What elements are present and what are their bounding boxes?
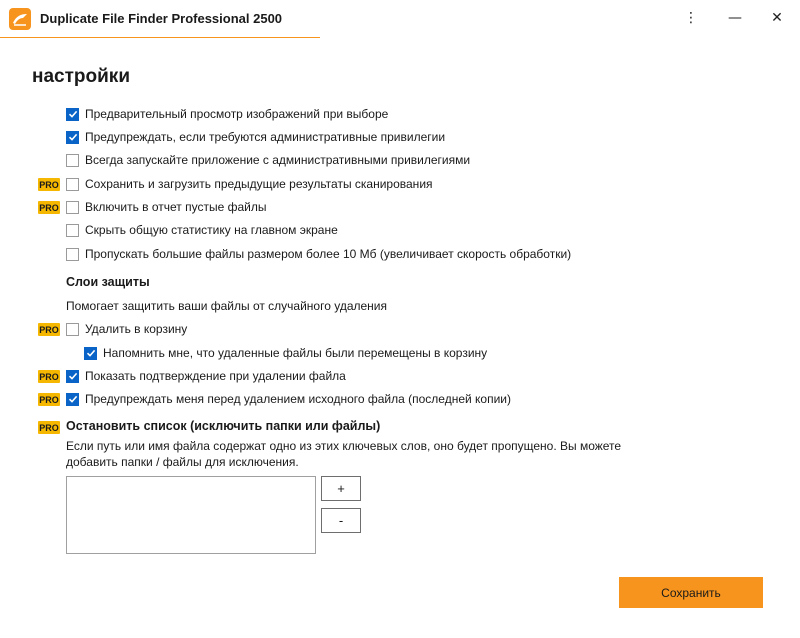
checkbox-checked[interactable] — [66, 131, 79, 144]
option-label: Удалить в корзину — [85, 322, 188, 336]
option-label: Пропускать большие файлы размером более 10 Мб (увеличивает скорость обработки) — [85, 247, 572, 261]
close-button[interactable]: ✕ — [771, 10, 783, 26]
option-row[interactable] — [66, 320, 187, 338]
pro-badge: PRO — [39, 202, 59, 213]
option-row[interactable] — [66, 221, 338, 239]
pro-badge: PRO — [39, 394, 59, 405]
app-logo-icon — [9, 8, 31, 30]
pro-badge: PRO — [39, 371, 59, 382]
protection-section-description: Помогает защитить ваши файлы от случайного удаления — [66, 299, 388, 313]
checkbox-unchecked[interactable] — [66, 224, 79, 237]
option-label: Сохранить и загрузить предыдущие результаты сканирования — [85, 177, 433, 191]
checkbox-checked[interactable] — [84, 347, 97, 360]
pro-badge: PRO — [39, 179, 59, 190]
checkbox-unchecked[interactable] — [66, 154, 79, 167]
checkbox-unchecked[interactable] — [66, 323, 79, 336]
option-label: Показать подтверждение при удалении файла — [85, 369, 346, 383]
option-row[interactable] — [66, 367, 346, 385]
pro-badge: PRO — [39, 324, 59, 335]
checkbox-checked[interactable] — [66, 393, 79, 406]
option-row[interactable] — [66, 175, 433, 193]
option-label: Всегда запускайте приложение с административными привилегиями — [85, 153, 471, 167]
option-row[interactable] — [66, 390, 511, 408]
option-row[interactable] — [66, 128, 445, 146]
checkmark-icon — [68, 132, 78, 142]
remove-exclusion-button[interactable]: - — [321, 508, 361, 533]
title-bar — [0, 0, 800, 38]
stop-list-description: Если путь или имя файла содержат одно из этих ключевых слов, оно будет пропущено. Вы можете добавить папки / файлы для исключения. — [66, 439, 622, 469]
checkmark-icon — [86, 348, 96, 358]
title-accent-line — [0, 37, 320, 38]
checkmark-icon — [68, 394, 78, 404]
more-options-icon[interactable]: ⋮ — [684, 10, 698, 26]
checkbox-checked[interactable] — [66, 370, 79, 383]
exclusion-list[interactable] — [66, 476, 316, 554]
checkmark-icon — [68, 371, 78, 381]
option-label: Скрыть общую статистику на главном экране — [85, 223, 338, 237]
option-label: Предварительный просмотр изображений при выборе — [85, 107, 389, 121]
checkbox-checked[interactable] — [66, 108, 79, 121]
pro-badge: PRO — [39, 422, 59, 433]
option-row[interactable] — [66, 245, 571, 263]
page-title: настройки — [32, 66, 130, 87]
option-label: Предупреждать меня перед удалением исходного файла (последней копии) — [85, 392, 511, 406]
option-row[interactable] — [84, 344, 487, 362]
option-label: Включить в отчет пустые файлы — [85, 200, 267, 214]
checkbox-unchecked[interactable] — [66, 178, 79, 191]
minimize-button[interactable]: — — [728, 10, 742, 26]
protection-section-title: Слои защиты — [66, 275, 150, 289]
stop-list-title: Остановить список (исключить папки или файлы) — [66, 419, 381, 433]
checkbox-unchecked[interactable] — [66, 201, 79, 214]
checkmark-icon — [68, 109, 78, 119]
add-exclusion-button[interactable]: + — [321, 476, 361, 501]
option-row[interactable] — [66, 105, 388, 123]
option-label: Напомнить мне, что удаленные файлы были перемещены в корзину — [103, 346, 488, 360]
option-row[interactable] — [66, 151, 470, 169]
save-button[interactable]: Сохранить — [619, 577, 763, 608]
option-label: Предупреждать, если требуются административные привилегии — [85, 130, 446, 144]
checkbox-unchecked[interactable] — [66, 248, 79, 261]
option-row[interactable] — [66, 198, 267, 216]
window-title: Duplicate File Finder Professional 2500 — [40, 11, 283, 26]
